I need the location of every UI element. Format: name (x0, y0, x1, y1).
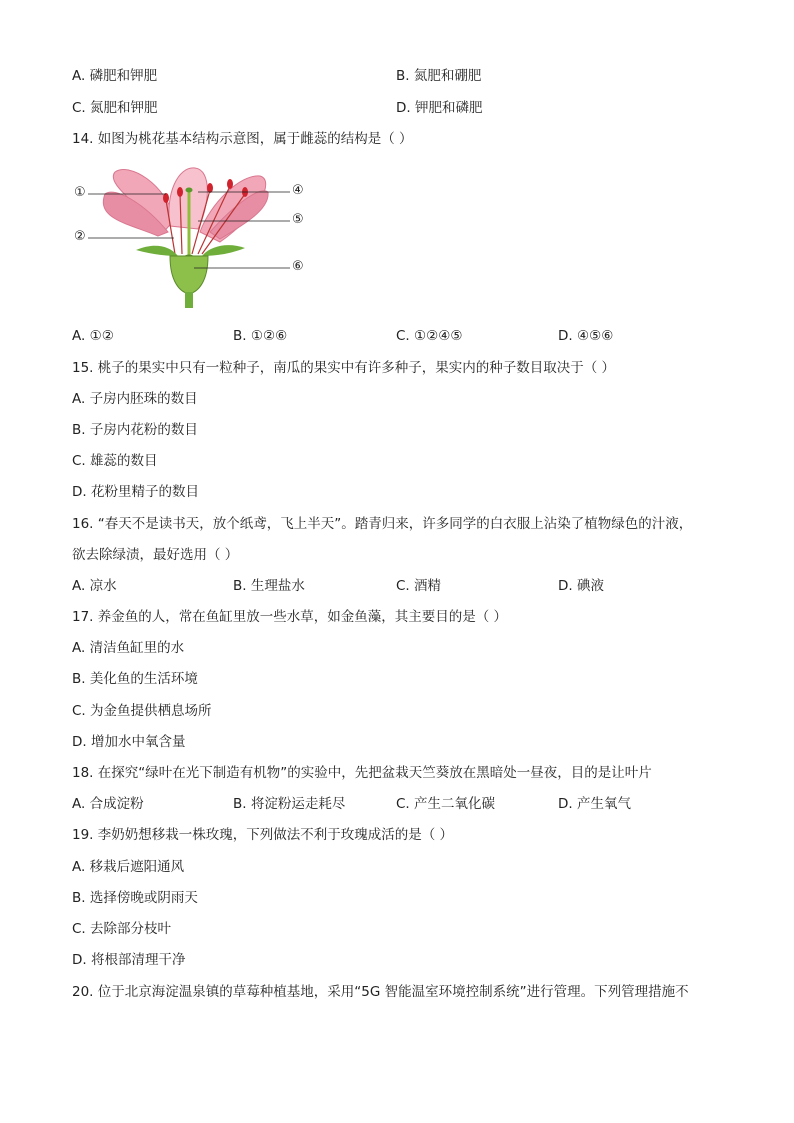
q13-option-d (396, 99, 482, 117)
option-text: 氮肥和钾肥 (90, 100, 158, 116)
q17-option-c (72, 702, 212, 720)
option-text: ①②⑥ (250, 328, 288, 344)
option-letter: B. (72, 422, 86, 438)
option-text: 清洁鱼缸里的水 (89, 640, 185, 656)
option-letter: A. (72, 68, 86, 84)
option-letter: C. (396, 578, 410, 594)
option-text: ①②④⑤ (414, 328, 463, 344)
option-letter: A. (72, 391, 86, 407)
q14-option-a (72, 327, 114, 345)
q15-stem: 15. 桃子的果实中只有一粒种子，南瓜的果实中有许多种子，果实内的种子数目取决于（ ） (72, 360, 616, 376)
option-text: 为金鱼提供栖息场所 (90, 703, 212, 719)
option-text: ④⑤⑥ (576, 328, 614, 344)
option-text: 合成淀粉 (89, 796, 144, 812)
q13-option-b (396, 67, 481, 85)
q16-option-c (396, 577, 441, 595)
option-text: 子房内胚珠的数目 (89, 391, 198, 407)
q16-option-a (72, 577, 117, 595)
option-letter: B. (396, 68, 410, 84)
option-letter: C. (396, 796, 410, 812)
option-letter: A. (72, 796, 86, 812)
option-text: 磷肥和钾肥 (89, 68, 158, 84)
q17-option-d (72, 733, 185, 751)
option-text: ①② (89, 328, 114, 344)
option-letter: B. (72, 890, 86, 906)
option-text: 美化鱼的生活环境 (89, 671, 198, 687)
option-text: 将根部清理干净 (90, 952, 186, 968)
q18-stem: 18. 在探究“绿叶在光下制造有机物”的实验中，先把盆栽天竺葵放在黑暗处一昼夜，目的是让叶片 (72, 765, 652, 781)
q18-option-d (558, 795, 631, 813)
q19-option-b (72, 889, 198, 907)
option-text: 选择傍晚或阴雨天 (89, 890, 198, 906)
option-letter: A. (72, 640, 86, 656)
q15-option-b (72, 421, 198, 439)
q16-stem-line2: 欲去除绿渍，最好选用（ ） (72, 547, 239, 563)
q14-stem: 14. 如图为桃花基本结构示意图，属于雌蕊的结构是（ ） (72, 131, 413, 147)
option-text: 花粉里精子的数目 (90, 484, 199, 500)
option-letter: C. (72, 921, 86, 937)
q19-stem: 19. 李奶奶想移栽一株玫瑰，下列做法不利于玫瑰成活的是（ ） (72, 827, 454, 843)
q16-stem-line1: 16. “春天不是读书天，放个纸鸢，飞上半天”。踏青归来，许多同学的白衣服上沾染了植物绿色的汁液， (72, 516, 693, 532)
option-text: 移栽后遮阳通风 (89, 859, 185, 875)
q19-option-c (72, 920, 171, 938)
option-text: 酒精 (414, 578, 442, 594)
option-text: 生理盐水 (250, 578, 305, 594)
option-letter: D. (558, 578, 573, 594)
option-letter: C. (72, 100, 86, 116)
q16-option-d (558, 577, 604, 595)
option-text: 雄蕊的数目 (90, 453, 158, 469)
q14-option-b (233, 327, 287, 345)
option-letter: B. (233, 796, 247, 812)
option-text: 子房内花粉的数目 (89, 422, 198, 438)
option-letter: C. (72, 703, 86, 719)
figure-label-4: ④ (292, 183, 304, 198)
figure-label-2: ② (74, 229, 86, 244)
q14-option-c (396, 327, 462, 345)
option-letter: D. (558, 328, 573, 344)
q15-option-d (72, 483, 199, 501)
option-letter: A. (72, 328, 86, 344)
option-letter: C. (396, 328, 410, 344)
option-letter: D. (72, 952, 87, 968)
option-letter: B. (233, 578, 247, 594)
q17-option-b (72, 670, 198, 688)
q19-option-a (72, 858, 184, 876)
option-text: 产生二氧化碳 (414, 796, 496, 812)
q13-option-c (72, 99, 158, 117)
q20-stem: 20. 位于北京海淀温泉镇的草莓种植基地，采用“5G 智能温室环境控制系统”进行管理。下列管理措施不 (72, 984, 689, 1000)
q16-option-b (233, 577, 305, 595)
option-letter: A. (72, 859, 86, 875)
q14-option-d (558, 327, 613, 345)
peach-flower-diagram (70, 164, 340, 312)
figure-label-6: ⑥ (292, 259, 304, 274)
option-letter: B. (72, 671, 86, 687)
q17-option-a (72, 639, 184, 657)
q15-option-c (72, 452, 158, 470)
option-text: 碘液 (576, 578, 604, 594)
figure-label-1: ① (74, 185, 86, 200)
option-text: 产生氧气 (576, 796, 631, 812)
q17-stem: 17. 养金鱼的人，常在鱼缸里放一些水草，如金鱼藻，其主要目的是（ ） (72, 609, 508, 625)
option-letter: D. (396, 100, 411, 116)
q18-option-a (72, 795, 144, 813)
option-text: 氮肥和硼肥 (413, 68, 482, 84)
q13-option-a (72, 67, 157, 85)
option-text: 去除部分枝叶 (90, 921, 172, 937)
option-letter: D. (72, 734, 87, 750)
q18-option-b (233, 795, 345, 813)
option-letter: C. (72, 453, 86, 469)
option-letter: A. (72, 578, 86, 594)
option-letter: D. (72, 484, 87, 500)
option-text: 将淀粉运走耗尽 (250, 796, 346, 812)
q15-option-a (72, 390, 198, 408)
option-text: 增加水中氧含量 (90, 734, 186, 750)
q18-option-c (396, 795, 495, 813)
option-letter: D. (558, 796, 573, 812)
option-text: 钾肥和磷肥 (414, 100, 483, 116)
figure-label-5: ⑤ (292, 212, 304, 227)
option-text: 凉水 (89, 578, 117, 594)
option-letter: B. (233, 328, 247, 344)
q19-option-d (72, 951, 185, 969)
